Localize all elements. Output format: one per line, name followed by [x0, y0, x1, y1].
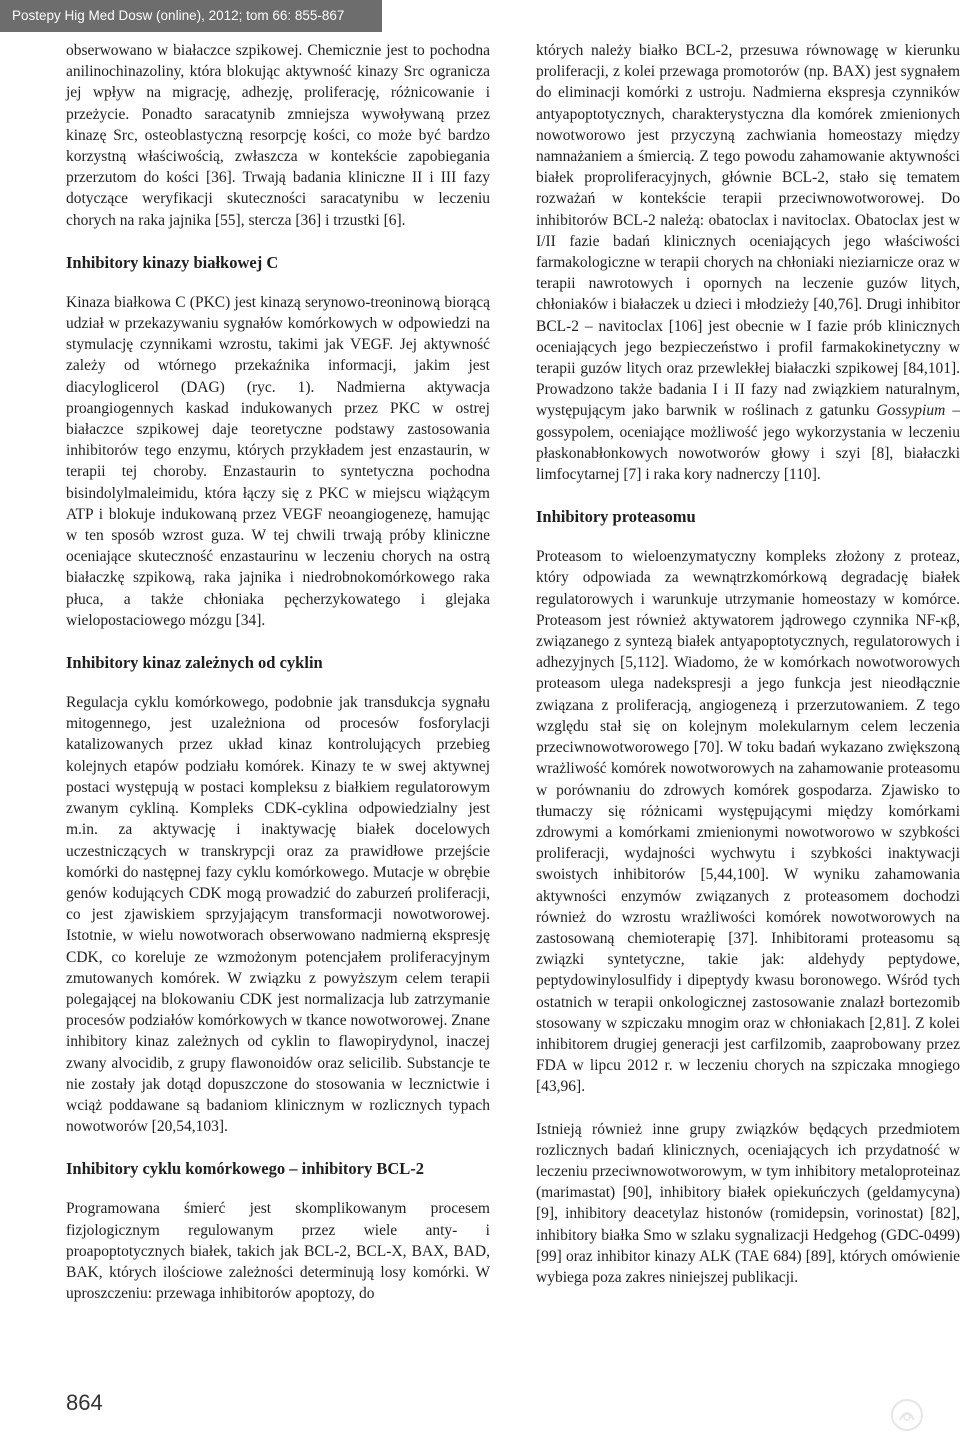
bcl2-text-b: – gossypolem, oceniające możliwość jego wykorzystania w leczeniu płaskonabłonkowych nowotworów głowy i szyi [8], białaczki limfocytarnej [7] i raka kory nadnerczy [110]. [536, 402, 960, 484]
heading-pkc-inhibitors: Inhibitory kinazy białkowej C [66, 252, 279, 272]
bcl2-text-a: których należy białko BCL-2, przesuwa równowagę w kierunku proliferacji, z kolei przewaga promotorów (np. BAX) jest sygnałem do eliminacji komórki z ustroju. Nadmierna ekspresja czynników antyapoptotycznych, charakterystyczna dla komórek zmienionych nowotworowo jest przyczyną zachwiania homeostazy między namnażaniem a śmiercią. Z tego powodu zahamowanie aktywności białek proproliferacyjnych, głównie BCL-2, stało się tematem rozważań w kontekście terapii przeciwnowotworowej. Do inhibitorów BCL-2 należą: obatoclax i navitoclax. Obatoclax jest w I/II fazie badań klinicznych oceniających jego właściwości farmakologiczne w terapii chorych na chłoniaki nieziarnicze oraz w terapii nawrotowych i opornych na leczenie guzów litych, chłoniaków i białaczek u dzieci i młodzieży [40,76]. Drugi inhibitor BCL-2 – navitoclax [106] jest obecnie w I fazie prób klinicznych oceniających jego bezpieczeństwo i profil farmakokinetyczny w terapii guzów litych oraz przewlekłej białaczki szpikowej [84,101]. Prowadzono także badania I i II fazy nad związkiem naturalnym, występującym jako barwnik w roślinach z gatunku [536, 42, 960, 420]
species-name: Gossypium [876, 402, 946, 420]
right-column [536, 40, 960, 1288]
paragraph-other-inhibitors: Istnieją również inne grupy związków będących przedmiotem rozlicznych badań klinicznych, oceniających ich przydatność w leczeniu przeciwnowotworowym, w tym inhibitory metaloproteinaz (marimastat) [90], inhibitory białek opiekuńczych (geldamycyna) [9], inhibitory deacetylaz histonów (romidepsin, vorinostat) [82], inhibitory białka Smo w szlaku sygnalizacji Hedgehog (GDC-0499) [99] oraz inhibitor kinazy ALK (TAE 684) [89], których omówienie wybiega poza zakres niniejszej publikacji. [536, 1120, 960, 1286]
left-column [66, 40, 490, 1304]
heading-bcl2-inhibitors: Inhibitory cyklu komórkowego – inhibitory BCL-2 [66, 1159, 425, 1179]
page-number: 864 [66, 1390, 103, 1415]
paragraph-pkc: Kinaza białkowa C (PKC) jest kinazą serynowo-treoninową biorącą udział w przekazywaniu sygnałów komórkowych w odpowiedzi na stymulację czynnikami wzrostu, takimi jak VEGF. Jej aktywność zależy od wtórnego przekaźnika informacji, jakim jest diacyloglicerol (DAG) (ryc. 1). Nadmierna aktywacja proangiogennych kaskad indukowanych przez PKC w ostrej białaczce szpikowej daje teoretyczne podstawy zastosowania inhibitorów tego enzymu, których przykładem jest enzastaurin, w terapii tej choroby. Enzastaurin to syntetyczna pochodna bisindolylmaleimidu, która łączy się z PKC w miejscu wiążącym ATP i blokuje indukowaną przez VEGF neoangiogenezę, hamując w ten sposób wzrost guza. W tej chwili trwają próby kliniczne oceniające skuteczność enzastaurinu w leczeniu chorych na ostrą białaczkę szpikową, raka jajnika i niedrobnokomórkowego raka płuca, a także chłoniaka pęcherzykowatego i glejaka wielopostaciowego mózgu [34]. [66, 293, 490, 629]
paragraph-proteasome: Proteasom to wieloenzymatyczny kompleks złożony z proteaz, który odpowiada za wewnątrzkomórkową degradację białek regulatorowych i warunkuje utrzymanie homeostazy w komórce. Proteasom jest również aktywatorem jądrowego czynnika NF-κβ, związanego z syntezą białek antyapoptotycznych, regulatorowych i adhezyjnych [5,112]. Wiadomo, że w komórkach nowotworowych proteasom ulega nadekspresji a jego funkcja jest nieodłącznie związana z proliferacją, angiogenezą i przerzutowaniem. Z tego względu stał się on kolejnym molekularnym celem leczenia przeciwnowotworowego [70]. W toku badań wykazano zwiększoną wrażliwość komórek nowotworowych na zahamowanie proteasomu w porównaniu do zdrowych komórek gospodarza. Zjawisko to tłumaczy się różnicami występującymi między komórkami zdrowymi a komórkami zmienionymi nowotworowo w szybkości proliferacji, wydajności wychwytu i szybkości inaktywacji swoistych inhibitorów [5,44,100]. W wyniku zahamowania aktywności enzymów związanych z proteasomem dochodzi również do wzrostu wrażliwości komórek nowotworowych na zastosowaną chemioterapię [37]. Inhibitorami proteasomu są związki syntetyczne, takie jak: aldehydy peptydowe, peptydowinylosulfidy i dipeptydy kwasu boronowego. Wśród tych ostatnich w terapii onkologicznej zastosowanie znalazł bortezomib stosowany w szpiczaku mnogim oraz w chłoniakach [2,81]. Z kolei inhibitorem drugiej generacji jest carfilzomib, zaaprobowany przez FDA w lipcu 2012 r. w leczeniu chorych na szpiczaka mnogiego [43,96]. [536, 548, 960, 1096]
running-head: Postepy Hig Med Dosw (online), 2012; tom 66: 855-867 [0, 0, 382, 32]
paragraph-bcl2-cont [536, 40, 960, 485]
paragraph-cdk: Regulacja cyklu komórkowego, podobnie jak transdukcja sygnału mitogennego, jest uzależniona od procesów fosforylacji katalizowanych przez układ kinaz kontrolujących przebieg kolejnych etapów podziału komórek. Kinazy te w swej aktywnej postaci występują w postaci kompleksu z białkiem regulatorowym zwanym cykliną. Kompleks CDK-cyklina odpowiedzialny jest m.in. za aktywację i inaktywację białek docelowych uczestniczących w transkrypcji oraz za prawidłowe przejście komórki do następnej fazy cyklu komórkowego. Mutacje w obrębie genów kodujących CDK mogą prowadzić do zaburzeń proliferacji, co jest zjawiskiem sprzyjającym transformacji nowotworowej. Istotnie, w wielu nowotworach obserwowano nadmierną ekspresję CDK, co koreluje ze wzmożonym potencjałem proliferacyjnym zmutowanych komórek. W związku z powyższym celem terapii polegającej na blokowaniu CDK jest normalizacja lub zatrzymanie procesów podziałów komórkowych w tkance nowotworowej. Znane inhibitory kinaz zależnych od cyklin to flawopirydynol, inaczej zwany alvocidib, z grupy flawonoidów oraz selicilib. Substancje te nie zostały jak dotąd dopuszczone do stosowania w lecznictwie i wciąż poddawane są badaniom klinicznym w rozlicznych typach nowotworów [20,54,103]. [66, 694, 490, 1136]
paragraph-bcl2-start: Programowana śmierć jest skomplikowanym procesem fizjologicznym regulowanym przez wiele anty- i proapoptotycznych białek, takich jak BCL-2, BCL-X, BAX, BAD, BAK, których ilościowe zależności determinują losy komórki. W uproszczeniu: przewaga inhibitorów apoptozy, do [66, 1200, 490, 1303]
heading-proteasome-inhibitors: Inhibitory proteasomu [536, 507, 696, 527]
paragraph-saracatynib: obserwowano w białaczce szpikowej. Chemicznie jest to pochodna anilinochinazoliny, która blokując aktywność kinazy Src ogranicza jej wpływ na migrację, adhezję, proliferację, różnicowanie i przeżycie. Ponadto saracatynib zmniejsza wywoływaną przez kinazę Src, osteoblastyczną resorpcję kości, co może być bardzo korzystną właściwością, zwłaszcza w kontekście zapobiegania przerzutom do kości [36]. Trwają badania kliniczne II i III fazy dotyczące weryfikacji skuteczności saracatynibu w leczeniu chorych na raka jajnika [55], stercza [36] i trzustki [6]. [66, 42, 490, 229]
journal-logo-icon [890, 1398, 924, 1432]
heading-cdk-inhibitors: Inhibitory kinaz zależnych od cyklin [66, 653, 323, 673]
